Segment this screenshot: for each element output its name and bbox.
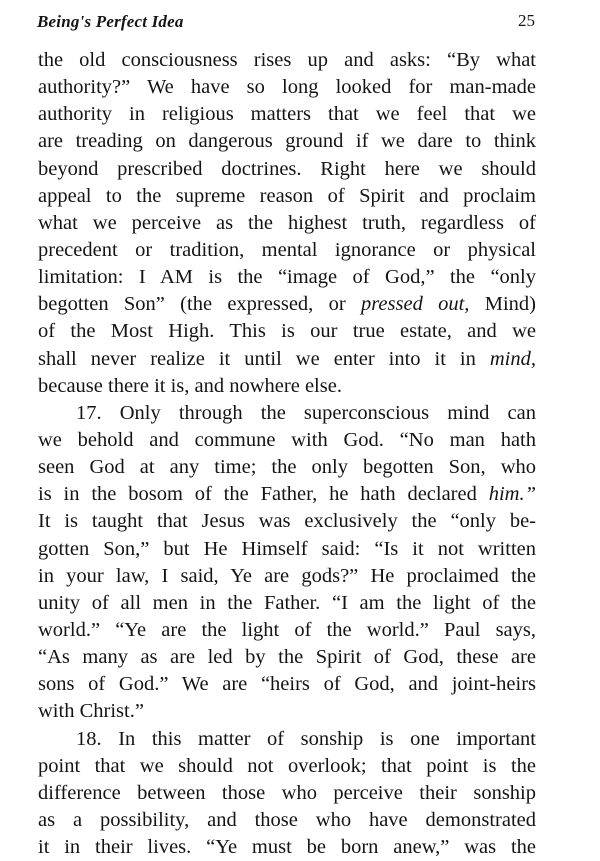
page-header bbox=[37, 10, 535, 34]
text-line bbox=[38, 590, 536, 617]
text-line bbox=[38, 346, 536, 373]
text-segment: Mind) bbox=[469, 293, 536, 316]
text-segment: what we perceive as the highest truth, regardless of bbox=[38, 211, 536, 234]
italic-text: pressed out, bbox=[360, 293, 470, 316]
text-line bbox=[38, 156, 536, 183]
text-segment: authority in religious matters that we feel that we bbox=[38, 103, 536, 126]
text-segment: It is taught that Jesus was exclusively the “only be- bbox=[38, 510, 536, 533]
text-line bbox=[38, 563, 536, 590]
text-segment: in your law, I said, Ye are gods?” He proclaimed the bbox=[38, 564, 536, 587]
text-line bbox=[38, 481, 536, 508]
text-segment: difference between those who perceive their sonship bbox=[38, 781, 536, 804]
text-line bbox=[38, 183, 536, 210]
text-segment: appeal to the supreme reason of Spirit and proclaim bbox=[38, 184, 536, 207]
text-line bbox=[38, 318, 536, 345]
text-line bbox=[38, 373, 536, 400]
italic-text: mind, bbox=[489, 347, 536, 370]
text-segment: it in their lives. “Ye must be born anew,” was the bbox=[38, 836, 536, 859]
text-segment: with Christ.” bbox=[38, 700, 144, 723]
text-segment: is in the bosom of the Father, he hath declared bbox=[38, 483, 489, 506]
text-line bbox=[38, 128, 536, 155]
text-line bbox=[38, 753, 536, 780]
text-line bbox=[38, 726, 536, 753]
text-line bbox=[38, 698, 536, 725]
text-line bbox=[38, 237, 536, 264]
text-segment: begotten Son” (the expressed, or bbox=[38, 293, 361, 316]
text-line bbox=[38, 47, 536, 74]
text-line bbox=[38, 427, 536, 454]
text-segment: we behold and commune with God. “No man hath bbox=[38, 428, 536, 451]
text-line bbox=[38, 834, 536, 861]
text-segment: are treading on dangerous ground if we dare to think bbox=[38, 130, 536, 153]
text-segment: sons of God.” We are “heirs of God, and joint-heirs bbox=[38, 673, 536, 696]
text-line bbox=[38, 210, 536, 237]
text-line bbox=[38, 74, 536, 101]
page-number: 25 bbox=[518, 11, 535, 30]
text-segment: “As many as are led by the Spirit of God, these are bbox=[38, 646, 536, 669]
text-segment: seen God at any time; the only begotten Son, who bbox=[38, 456, 536, 479]
text-line bbox=[38, 536, 536, 563]
text-segment: limitation: I AM is the “image of God,” the “only bbox=[38, 266, 536, 289]
text-line bbox=[38, 454, 536, 481]
text-segment: 18. In this matter of sonship is one important bbox=[76, 727, 536, 750]
text-line bbox=[38, 617, 536, 644]
text-segment: the old consciousness rises up and asks: “By what bbox=[38, 49, 536, 71]
text-segment: gotten Son,” but He Himself said: “Is it not written bbox=[38, 537, 536, 560]
text-line bbox=[38, 101, 536, 128]
text-segment: precedent or tradition, mental ignorance or physical bbox=[38, 238, 536, 261]
text-segment: of the Most High. This is our true estate, and we bbox=[38, 320, 536, 343]
text-segment: point that we should not overlook; that point is the bbox=[38, 754, 536, 777]
text-segment: 17. Only through the superconscious mind can bbox=[76, 401, 536, 424]
text-line bbox=[38, 671, 536, 698]
text-segment: because there it is, and nowhere else. bbox=[38, 374, 342, 397]
text-segment: as a possibility, and those who have demonstrated bbox=[38, 808, 536, 831]
text-segment: beyond prescribed doctrines. Right here we should bbox=[38, 157, 536, 180]
text-line bbox=[38, 508, 536, 535]
text-line bbox=[38, 780, 536, 807]
text-line bbox=[38, 291, 536, 318]
text-segment: shall never realize it until we enter into it in bbox=[38, 347, 490, 370]
running-title: Being's Perfect Idea bbox=[37, 12, 184, 31]
text-line bbox=[38, 264, 536, 291]
italic-text: him.” bbox=[488, 483, 536, 506]
text-line bbox=[38, 807, 536, 834]
text-segment: world.” “Ye are the light of the world.” Paul says, bbox=[38, 618, 536, 641]
text-segment: authority?” We have so long looked for man-made bbox=[38, 76, 536, 99]
text-line bbox=[38, 644, 536, 671]
text-line bbox=[38, 400, 536, 427]
body-text bbox=[38, 47, 536, 861]
text-segment: unity of all men in the Father. “I am the light of the bbox=[38, 591, 536, 614]
